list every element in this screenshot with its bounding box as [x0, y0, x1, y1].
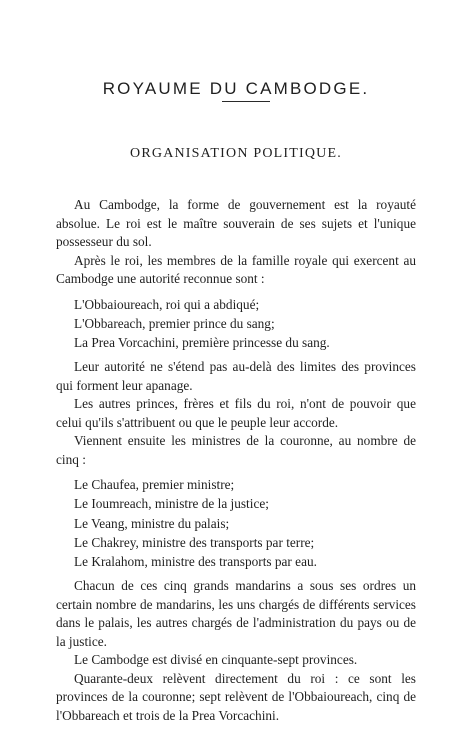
list-item: Le Ioumreach, ministre de la justice;: [74, 496, 269, 512]
section-subtitle: ORGANISATION POLITIQUE.: [130, 145, 342, 161]
list-item: L'Obbareach, premier prince du sang;: [74, 315, 275, 331]
paragraph: Les autres princes, frères et fils du roi, n'ont de pouvoir que celui qu'ils s'attribuent ou que le peuple leur accorde.: [56, 396, 416, 430]
paragraph: Chacun de ces cinq grands mandarins a sous ses ordres un certain nombre de mandarins, les uns chargés de différents services dans le palais, les autres chargés de l'administration du pays ou de la justice.: [56, 578, 416, 649]
list-item: Le Chakrey, ministre des transports par terre;: [74, 534, 315, 550]
body-text: [56, 196, 416, 725]
ministers-list: [56, 475, 416, 571]
page-title: ROYAUME DU CAMBODGE.: [102, 79, 370, 99]
list-item: L'Obbaioureach, roi qui a abdiqué;: [74, 296, 260, 312]
paragraph: Le Cambodge est divisé en cinquante-sept provinces.: [74, 652, 358, 668]
list-item: Le Kralahom, ministre des transports par eau.: [74, 553, 317, 569]
title-rule: [222, 101, 270, 102]
list-item: Le Chaufea, premier ministre;: [74, 477, 235, 493]
royal-family-list: [56, 295, 416, 353]
paragraph: Leur autorité ne s'étend pas au-delà des limites des provinces qui forment leur apanage.: [56, 359, 416, 393]
paragraph: Après le roi, les membres de la famille royale qui exercent au Cambodge une autorité reconnue sont :: [56, 252, 416, 286]
paragraph: Quarante-deux relèvent directement du roi : ce sont les provinces de la couronne; sept relèvent de l'Obbaioureach, cinq de l'Obbareach et trois de la Prea Vorcachini.: [56, 670, 416, 723]
paragraph: Au Cambodge, la forme de gouvernement est la royauté absolue. Le roi est le maître souverain de ses sujets et l'unique possesseur du sol.: [56, 197, 416, 249]
list-item: Le Veang, ministre du palais;: [74, 515, 230, 531]
paragraph: Viennent ensuite les ministres de la couronne, au nombre de cinq :: [56, 433, 416, 467]
list-item: La Prea Vorcachini, première princesse du sang.: [74, 334, 330, 350]
